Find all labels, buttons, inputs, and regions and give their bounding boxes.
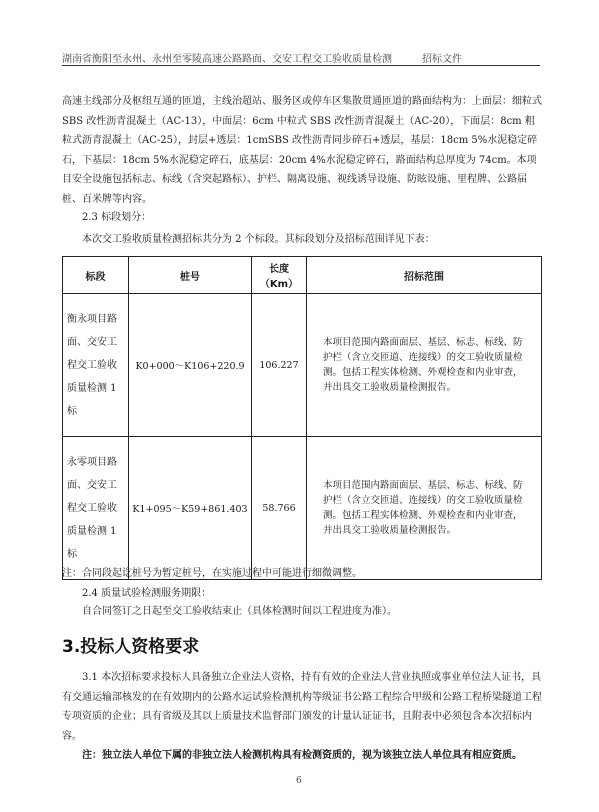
cell-scope: 本项目范围内路面面层、基层、标志、标线、防护栏（含立交匝道、连接线）的交工验收质量检测。包括工程实体检测、外观检查和内业审查，并出具交工验收质量检测报告。 [307, 294, 542, 437]
section-3-note: 注：独立法人单位下属的非独立法人检测机构具有检测资质的，视为该独立法人单位具有相应资质。 [82, 750, 522, 761]
table-row [63, 437, 542, 580]
header-title: 湖南省衡阳至永州、永州至零陵高速公路路面、交安工程交工验收质量检测 [62, 54, 392, 65]
cell-section: 永零项目路面、交安工程交工验收质量检测 1 标 [63, 437, 129, 580]
section-2-4-heading: 2.4 质量试验检测服务期限： [82, 588, 212, 599]
cell-length: 58.766 [252, 437, 307, 580]
header-doc-type: 招标文件 [422, 54, 462, 65]
page-number: 6 [296, 776, 302, 786]
col-header-section: 标段 [63, 257, 129, 294]
cell-pile: K0+000～K106+220.9 [129, 294, 252, 437]
intro-paragraph: 高速主线部分及枢纽互通的匝道，主线治超站、服务区或停车区集散贯通匝道的路面结构为：上面层：细粒式 SBS 改性沥青混凝土（AC-13），中面层：6cm 中粒式 SBS 改性沥青混凝土（AC-20），下面层：8cm 粗粒式沥青混凝土（AC-25），封层+透层：1cmSBS 改性沥青同步碎石+透层，基层：18cm 5%水泥稳定碎石，下基层：18cm 5%水泥稳定碎石，底基层：20cm 4%水泥稳定碎石，路面结构总厚度为 74cm。本项目安全设施包括标志、标线（含突起路标）、护栏、隔离设施、视线诱导设施、防眩设施、里程牌、公路届桩、百米牌等内容。 [62, 96, 542, 205]
cell-section: 衡永项目路面、交安工程交工验收质量检测 1 标 [63, 294, 129, 437]
section-3-paragraph: 3.1 本次招标要求投标人具备独立企业法人资格，持有有效的企业法人营业执照或事业单位法人证书，具有交通运输部核发的在有效期内的公路水运试验检测机构等级证书公路工程综合甲级和公路工程桥梁隧道工程专项资质的企业；具有省级及其以上质量技术监督部门颁发的计量认证证书，且附表中必须包含本次招标内容。 [62, 672, 542, 742]
cell-pile: K1+095～K59+861.403 [129, 437, 252, 580]
tender-sections-table [62, 256, 542, 580]
table-row [63, 294, 542, 437]
section-3-heading: 3.投标人资格要求 [62, 637, 200, 657]
cell-length: 106.227 [252, 294, 307, 437]
cell-scope: 本项目范围内路面面层、基层、标志、标线、防护栏（含立交匝道、连接线）的交工验收质量检测。包括工程实体检测、外观检查和内业审查，并出具交工验收质量检测报告。 [307, 437, 542, 580]
col-header-length: 长度（Km） [252, 257, 307, 294]
table-note: 注：合同段起讫桩号为暂定桩号，在实施过程中可能进行细微调整。 [62, 568, 362, 579]
col-header-pile: 桩号 [129, 257, 252, 294]
section-2-3-heading: 2.3 标段划分： [82, 212, 152, 223]
col-header-scope: 招标范围 [307, 257, 542, 294]
section-2-3-intro: 本次交工验收质量检测招标共分为 2 个标段。其标段划分及招标范围详见下表： [82, 234, 435, 245]
table-header-row [63, 257, 542, 294]
header-rule [62, 65, 540, 66]
section-2-4-text: 自合同签订之日起至交工验收结束止（具体检测时间以工程进度为准）。 [82, 606, 397, 617]
